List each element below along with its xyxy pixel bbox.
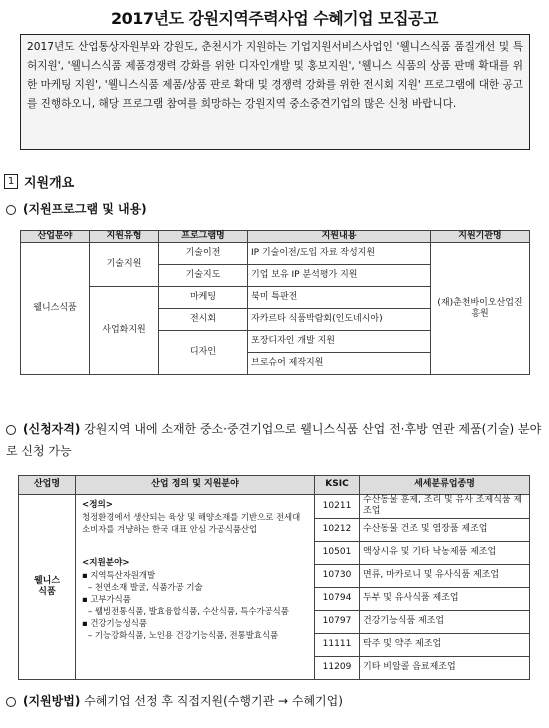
category-cell: 수산동물 건조 및 염장품 제조업 [360, 518, 530, 541]
circle-bullet-icon [6, 697, 16, 707]
table-header: 지원유형 [90, 231, 159, 243]
section-heading [4, 172, 74, 191]
support-sub: – 천연소재 발굴, 식품가공 기술 [88, 582, 203, 592]
category-cell: 기타 비알콜 음료제조업 [360, 656, 530, 679]
eligibility-paragraph [6, 418, 542, 462]
section-number: 1 [4, 174, 18, 189]
category-cell: 면류, 마카로니 및 유사식품 제조업 [360, 564, 530, 587]
table-header: 프로그램명 [159, 231, 248, 243]
intro-box [20, 34, 530, 150]
support-item: ▪ 고부가식품 [82, 594, 131, 604]
ksic-cell: 11209 [315, 656, 360, 679]
circle-bullet-icon [6, 205, 16, 215]
type-cell: 기술지원 [90, 243, 159, 287]
ksic-cell: 10730 [315, 564, 360, 587]
ksic-cell: 10212 [315, 518, 360, 541]
support-sub: – 기능강화식품, 노인용 건강기능식품, 전통발효식품 [88, 630, 279, 640]
support-title: <지원분야> [82, 558, 130, 568]
eligibility-label: (신청자격) [23, 422, 81, 436]
program-cell: 디자인 [159, 331, 248, 375]
support-item: ▪ 지역특산자원개발 [82, 570, 156, 580]
table-header-row [21, 231, 530, 243]
table-header: 산업 정의 및 지원분야 [76, 476, 315, 495]
page-title: 2017년도 강원지역주력사업 수혜기업 모집공고 [111, 9, 438, 28]
definition-title: <정의> [82, 500, 114, 510]
section-title: 지원개요 [24, 176, 75, 191]
ksic-cell: 10501 [315, 541, 360, 564]
content-cell: IP 기술이전/도입 자료 작성지원 [248, 243, 431, 265]
ksic-cell: 10794 [315, 587, 360, 610]
category-cell: 수산동물 훈제, 조리 및 유사 조제식품 제조업 [360, 495, 530, 519]
content-cell: 브로슈어 제작지원 [248, 353, 431, 375]
table-header: 세세분류업종명 [360, 476, 530, 495]
ksic-cell: 10797 [315, 610, 360, 633]
industry-cell: 웰니스식품 [21, 243, 90, 375]
category-cell: 건강기능식품 제조업 [360, 610, 530, 633]
content-cell: 포장디자인 개발 지원 [248, 331, 431, 353]
table-header: 지원기관명 [431, 231, 530, 243]
program-cell: 기술지도 [159, 265, 248, 287]
program-cell: 전시회 [159, 309, 248, 331]
ksic-cell: 10211 [315, 495, 360, 519]
content-cell: 기업 보유 IP 분석평가 지원 [248, 265, 431, 287]
definition-text: 청정환경에서 생산되는 육상 및 해양소재를 기반으로 전세대 소비자를 겨냥하는 한국 대표 안심 가공식품산업 [82, 512, 301, 534]
ksic-cell: 11111 [315, 633, 360, 656]
category-cell: 액상시유 및 기타 낙농제품 제조업 [360, 541, 530, 564]
table-header-row [19, 476, 530, 495]
table-header: 지원내용 [248, 231, 431, 243]
support-item: ▪ 건강기능성식품 [82, 618, 147, 628]
table-header: 산업명 [19, 476, 76, 495]
table-row [21, 243, 530, 265]
industry-table [18, 475, 530, 680]
table-header: 산업분야 [21, 231, 90, 243]
circle-bullet-icon [6, 425, 16, 435]
agency-cell: (재)춘천바이오산업진흥원 [431, 243, 530, 375]
method-label: (지원방법) [23, 694, 81, 708]
definition-cell [76, 495, 315, 680]
table-row [19, 495, 530, 519]
category-cell: 탁주 및 약주 제조업 [360, 633, 530, 656]
program-cell: 기술이전 [159, 243, 248, 265]
industry-name-cell: 웰니스 식품 [19, 495, 76, 680]
content-cell: 북미 특판전 [248, 287, 431, 309]
eligibility-text: 강원지역 내에 소재한 중소·중견기업으로 웰니스식품 산업 전·후방 연관 제품(기술) 분야로 신청 가능 [6, 422, 542, 458]
type-cell: 사업화지원 [90, 287, 159, 375]
program-cell: 마케팅 [159, 287, 248, 309]
category-cell: 두부 및 유사식품 제조업 [360, 587, 530, 610]
program-table [20, 230, 530, 375]
method-paragraph [6, 692, 343, 709]
table-header: KSIC [315, 476, 360, 495]
program-heading: (지원프로그램 및 내용) [6, 200, 147, 217]
method-text: 수혜기업 선정 후 직접지원(수행기관 → 수혜기업) [84, 694, 343, 708]
support-sub: – 웰빙전통식품, 발효융합식품, 수산식품, 특수가공식품 [88, 606, 289, 616]
intro-text: 2017년도 산업통상자원부와 강원도, 춘천시가 지원하는 기업지원서비스사업인 '웰니스식품 품질개선 및 특허지원', '웰니스식품 제품경쟁력 강화를 위한 디자인개발 및 홍보지원', '웰니스 식품의 상품 판매 확대를 위한 마케팅 지원', '웰니스식품 제품/상품 판로 확대 및 경쟁력 강화를 위한 전시회 지원' 프로그램에 대한 공고를 진행하오니, 해당 프로그램 참여를 희망하는 강원지역 중소중견기업의 많은 신청 바랍니다. [27, 41, 523, 110]
content-cell: 자카르타 식품박람회(인도네시아) [248, 309, 431, 331]
